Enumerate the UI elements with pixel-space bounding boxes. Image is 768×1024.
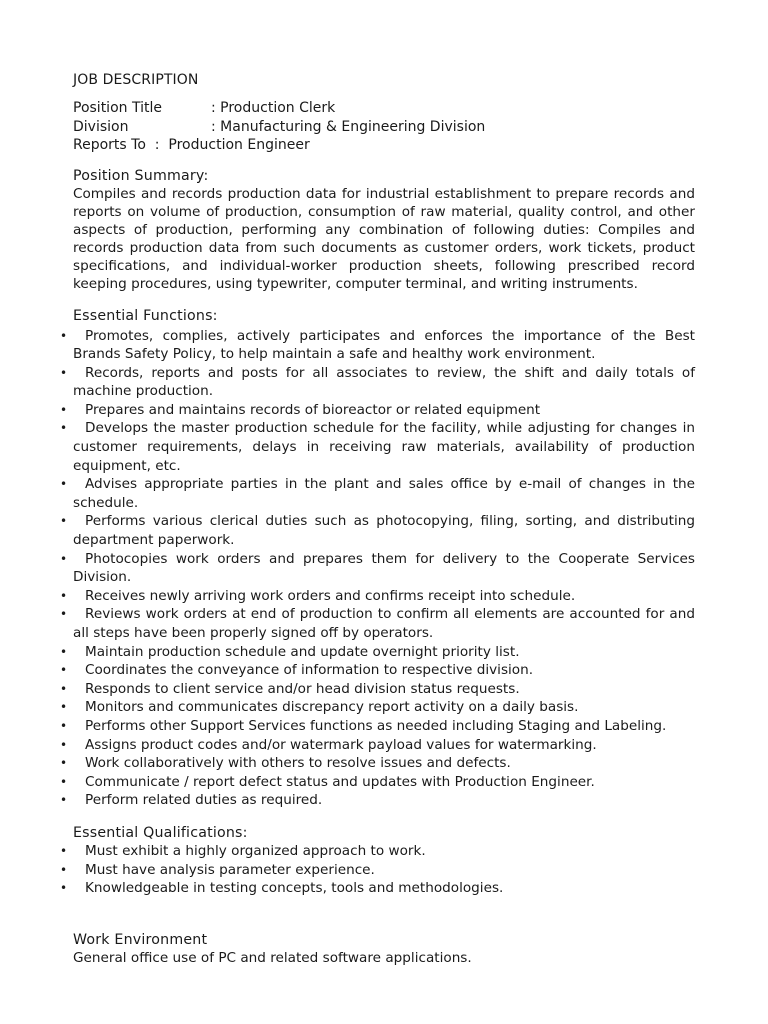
bullet-icon: •: [60, 793, 68, 808]
bullet-icon: •: [60, 700, 68, 715]
division-value: : Manufacturing & Engineering Division: [211, 118, 486, 135]
list-item: • Coordinates the conveyance of information to respective division.: [60, 662, 534, 679]
list-item: • Maintain production schedule and update overnight priority list.: [60, 643, 520, 660]
bullet-icon: •: [60, 588, 68, 603]
list-item: • Reviews work orders at end of production to confirm all elements are accounted for and all steps have been properly signed off by operators.: [60, 606, 695, 641]
reports-to-label: Reports To :: [73, 137, 160, 153]
list-item: • Perform related duties as required.: [60, 792, 323, 809]
bullet-icon: •: [60, 774, 68, 789]
list-item: • Records, reports and posts for all associates to review, the shift and daily totals of machine production.: [60, 364, 695, 400]
work-environment-heading: Work Environment: [73, 931, 208, 948]
bullet-icon: •: [60, 607, 68, 622]
bullet-icon: •: [60, 402, 68, 417]
essential-functions-list: [60, 327, 695, 810]
list-item: • Work collaboratively with others to resolve issues and defects.: [60, 755, 511, 772]
bullet-icon: •: [60, 421, 68, 436]
bullet-icon: •: [60, 328, 68, 343]
list-item: • Monitors and communicates discrepancy report activity on a daily basis.: [60, 699, 579, 716]
bullet-icon: •: [60, 862, 68, 877]
bullet-icon: •: [60, 681, 68, 696]
list-item: • Assigns product codes and/or watermark payload values for watermarking.: [60, 736, 597, 753]
position-meta: [73, 99, 695, 155]
reports-to-row: [73, 136, 695, 155]
document-title: JOB DESCRIPTION: [73, 72, 199, 88]
qualifications-list: [60, 842, 695, 898]
bullet-icon: •: [60, 551, 68, 566]
position-title-label: Position Title: [73, 100, 162, 116]
position-title-row: [73, 99, 695, 118]
list-item: • Prepares and maintains records of bioreactor or related equipment: [60, 401, 541, 418]
bullet-icon: •: [60, 737, 68, 752]
bullet-icon: •: [60, 477, 68, 492]
reports-to-value: Production Engineer: [159, 137, 310, 153]
division-label: Division: [73, 118, 129, 135]
essential-qualifications-heading: Essential Qualifications:: [73, 824, 248, 841]
bullet-icon: •: [60, 514, 68, 529]
position-title-value: : Production Clerk: [211, 100, 336, 116]
list-item: • Develops the master production schedule for the facility, while adjusting for changes in customer requirements, delays in receiving raw materials, availability of production equipment, etc.: [60, 420, 695, 474]
list-item: • Must have analysis parameter experience.: [60, 861, 375, 878]
list-item: • Advises appropriate parties in the plant and sales office by e-mail of changes in the schedule.: [60, 476, 695, 511]
bullet-icon: •: [60, 718, 68, 733]
list-item: • Photocopies work orders and prepares them for delivery to the Cooperate Services Division.: [60, 550, 695, 586]
list-item: • Communicate / report defect status and updates with Production Engineer.: [60, 773, 595, 790]
list-item: • Responds to client service and/or head division status requests.: [60, 680, 520, 697]
list-item: • Receives newly arriving work orders and confirms receipt into schedule.: [60, 587, 576, 604]
bullet-icon: •: [60, 756, 68, 771]
list-item: • Must exhibit a highly organized approach to work.: [60, 842, 426, 859]
list-item: • Performs other Support Services functions as needed including Staging and Labeling.: [60, 717, 667, 734]
list-item: • Promotes, complies, actively participates and enforces the importance of the Best Brands Safety Policy, to help maintain a safe and healthy work environment.: [60, 327, 695, 363]
position-summary-text: Compiles and records production data for industrial establishment to prepare records and reports on volume of production, consumption of raw material, quality control, and other aspects of production, performing any combination of following duties: Compiles and records production data from such documents as customer orders, work tickets, product specifications, and individual-worker production sheets, following prescribed record keeping procedures, using typewriter, computer terminal, and writing instruments.: [73, 185, 695, 292]
document-body: [60, 71, 695, 967]
bullet-icon: •: [60, 843, 68, 858]
position-summary-heading: Position Summary:: [73, 167, 209, 184]
bullet-icon: •: [60, 644, 68, 659]
essential-functions-heading: Essential Functions:: [73, 307, 218, 324]
division-row: [73, 118, 695, 137]
bullet-icon: •: [60, 365, 68, 380]
list-item: • Performs various clerical duties such as photocopying, filing, sorting, and distributing department paperwork.: [60, 513, 695, 549]
list-item: • Knowledgeable in testing concepts, tools and methodologies.: [60, 880, 504, 897]
bullet-icon: •: [60, 663, 68, 678]
bullet-icon: •: [60, 881, 68, 896]
work-environment-text: General office use of PC and related software applications.: [73, 949, 472, 966]
